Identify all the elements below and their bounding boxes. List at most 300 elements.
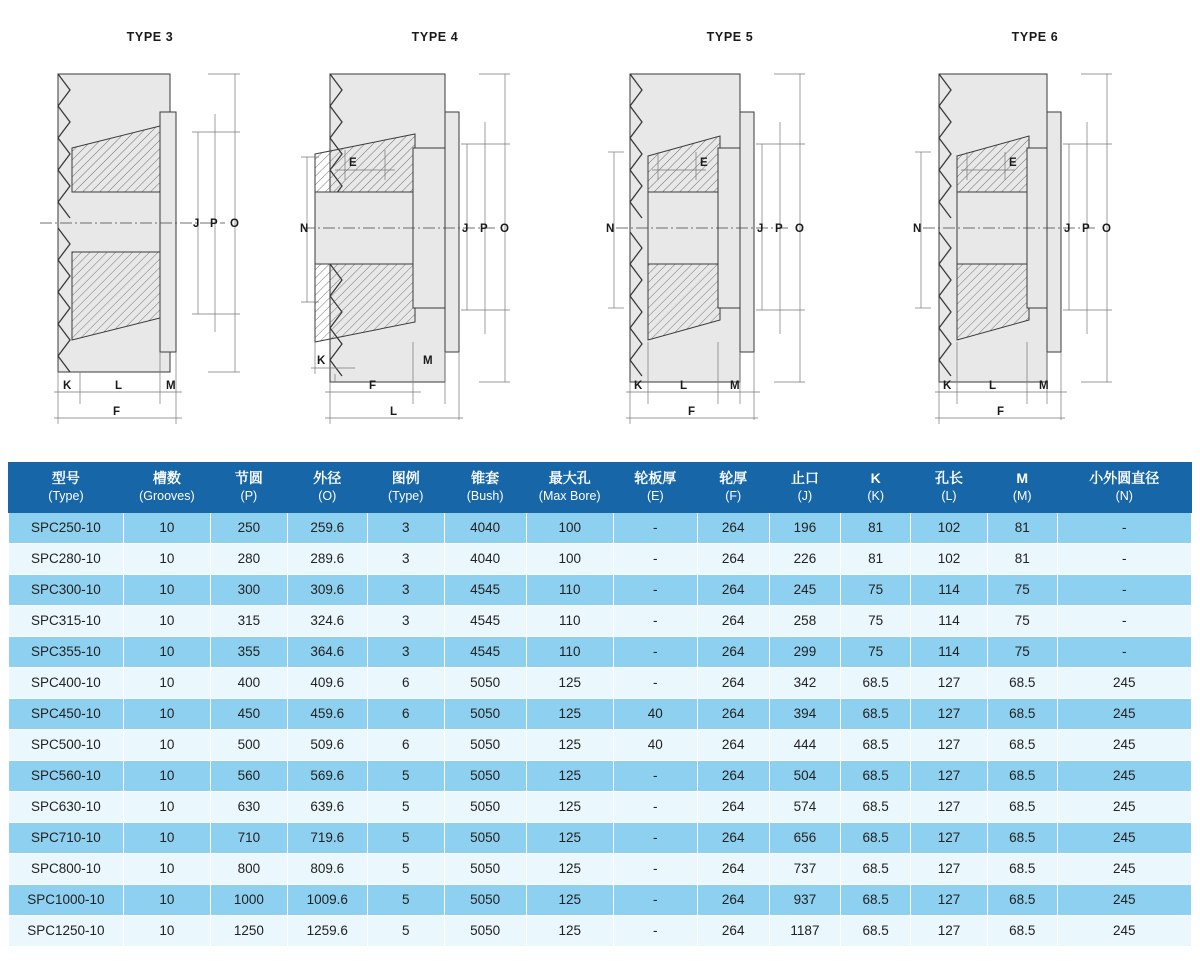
table-cell: 280 bbox=[210, 543, 287, 574]
column-header-3 bbox=[287, 463, 367, 513]
column-header-main: 孔长 bbox=[934, 470, 963, 486]
table-cell: - bbox=[613, 667, 697, 698]
table-cell: 110 bbox=[526, 605, 613, 636]
table-cell: 245 bbox=[1057, 884, 1191, 915]
table-cell: 737 bbox=[769, 853, 841, 884]
table-cell: 226 bbox=[769, 543, 841, 574]
dim-label-m: M bbox=[423, 355, 433, 367]
table-cell: 3 bbox=[367, 512, 444, 543]
table-cell: - bbox=[613, 884, 697, 915]
table-cell: 400 bbox=[210, 667, 287, 698]
column-header-sub: (K) bbox=[867, 488, 884, 503]
table-cell: 264 bbox=[697, 636, 769, 667]
table-cell: - bbox=[613, 512, 697, 543]
cell-model: SPC300-10 bbox=[9, 574, 124, 605]
table-cell: 6 bbox=[367, 698, 444, 729]
table-cell: 68.5 bbox=[987, 853, 1057, 884]
table-cell: 68.5 bbox=[987, 667, 1057, 698]
dim-label-l: L bbox=[989, 380, 997, 392]
dim-label-f: F bbox=[369, 380, 377, 392]
cell-model: SPC630-10 bbox=[9, 791, 124, 822]
column-header-7 bbox=[613, 463, 697, 513]
table-cell: 500 bbox=[210, 729, 287, 760]
table-cell: 10 bbox=[123, 512, 210, 543]
table-cell: 125 bbox=[526, 760, 613, 791]
table-row bbox=[9, 543, 1192, 574]
table-cell: 6 bbox=[367, 667, 444, 698]
cell-model: SPC280-10 bbox=[9, 543, 124, 574]
column-header-main: M bbox=[1016, 470, 1029, 486]
table-cell: 10 bbox=[123, 760, 210, 791]
dim-label-m: M bbox=[1039, 380, 1049, 392]
cell-model: SPC400-10 bbox=[9, 667, 124, 698]
table-row bbox=[9, 915, 1192, 946]
table-cell: 656 bbox=[769, 822, 841, 853]
column-header-sub: (O) bbox=[318, 488, 337, 503]
table-cell: 245 bbox=[769, 574, 841, 605]
column-header-main: 锥套 bbox=[471, 470, 500, 486]
dim-label-j: J bbox=[193, 218, 200, 230]
table-cell: 574 bbox=[769, 791, 841, 822]
table-cell: 68.5 bbox=[841, 791, 911, 822]
table-cell: 125 bbox=[526, 853, 613, 884]
table-cell: 264 bbox=[697, 791, 769, 822]
table-cell: 324.6 bbox=[287, 605, 367, 636]
cell-model: SPC450-10 bbox=[9, 698, 124, 729]
table-cell: 4040 bbox=[444, 512, 526, 543]
table-cell: 5050 bbox=[444, 791, 526, 822]
table-row bbox=[9, 636, 1192, 667]
table-cell: 10 bbox=[123, 884, 210, 915]
table-cell: 10 bbox=[123, 698, 210, 729]
table-cell: 102 bbox=[911, 543, 988, 574]
table-cell: 3 bbox=[367, 605, 444, 636]
table-cell: 68.5 bbox=[987, 884, 1057, 915]
table-cell: 114 bbox=[911, 636, 988, 667]
table-cell: 245 bbox=[1057, 729, 1191, 760]
dim-label-p: P bbox=[210, 218, 218, 230]
table-row bbox=[9, 605, 1192, 636]
table-cell: 4545 bbox=[444, 605, 526, 636]
table-cell: 81 bbox=[841, 543, 911, 574]
table-cell: - bbox=[613, 915, 697, 946]
table-cell: 309.6 bbox=[287, 574, 367, 605]
dim-label-p: P bbox=[1082, 223, 1090, 235]
table-cell: 68.5 bbox=[987, 791, 1057, 822]
table-cell: 1000 bbox=[210, 884, 287, 915]
table-row bbox=[9, 884, 1192, 915]
table-cell: 560 bbox=[210, 760, 287, 791]
column-header-sub: (Grooves) bbox=[139, 488, 195, 503]
table-cell: 127 bbox=[911, 698, 988, 729]
table-cell: 6 bbox=[367, 729, 444, 760]
dim-label-o: O bbox=[500, 223, 509, 235]
column-header-1 bbox=[123, 463, 210, 513]
dim-label-l: L bbox=[390, 406, 398, 418]
column-header-sub: (Bush) bbox=[466, 488, 504, 503]
table-cell: 10 bbox=[123, 605, 210, 636]
table-cell: 10 bbox=[123, 574, 210, 605]
pulley-drawing-type-6 bbox=[895, 52, 1175, 442]
diagram-gallery bbox=[0, 0, 1200, 455]
column-header-main: 外径 bbox=[313, 470, 342, 486]
pulley-drawing-type-5 bbox=[590, 52, 870, 442]
spec-table-body bbox=[9, 512, 1192, 946]
table-cell: 75 bbox=[987, 605, 1057, 636]
table-cell: 800 bbox=[210, 853, 287, 884]
diagram-type-6 bbox=[895, 0, 1175, 450]
table-cell: 127 bbox=[911, 791, 988, 822]
table-cell: 4545 bbox=[444, 574, 526, 605]
table-cell: 75 bbox=[841, 574, 911, 605]
table-cell: 245 bbox=[1057, 698, 1191, 729]
table-cell: 68.5 bbox=[841, 760, 911, 791]
table-cell: 809.6 bbox=[287, 853, 367, 884]
table-cell: - bbox=[613, 853, 697, 884]
table-cell: 125 bbox=[526, 791, 613, 822]
table-cell: 264 bbox=[697, 884, 769, 915]
table-cell: 68.5 bbox=[841, 822, 911, 853]
column-header-main: 止口 bbox=[790, 470, 819, 486]
table-cell: 1187 bbox=[769, 915, 841, 946]
table-cell: 245 bbox=[1057, 822, 1191, 853]
table-row bbox=[9, 667, 1192, 698]
table-cell: 68.5 bbox=[841, 853, 911, 884]
table-cell: 264 bbox=[697, 605, 769, 636]
table-cell: - bbox=[613, 636, 697, 667]
table-cell: 719.6 bbox=[287, 822, 367, 853]
table-cell: 10 bbox=[123, 667, 210, 698]
table-cell: 127 bbox=[911, 884, 988, 915]
table-cell: 75 bbox=[987, 574, 1057, 605]
table-cell: - bbox=[613, 574, 697, 605]
table-cell: 68.5 bbox=[841, 698, 911, 729]
column-header-sub: (M) bbox=[1012, 488, 1032, 503]
column-header-0 bbox=[9, 463, 124, 513]
table-cell: - bbox=[1057, 636, 1191, 667]
table-cell: 264 bbox=[697, 574, 769, 605]
dim-label-n: N bbox=[300, 223, 309, 235]
column-header-main: 轮厚 bbox=[719, 470, 748, 486]
table-cell: 444 bbox=[769, 729, 841, 760]
dim-label-j: J bbox=[462, 223, 469, 235]
table-cell: 10 bbox=[123, 791, 210, 822]
column-header-6 bbox=[526, 463, 613, 513]
table-cell: - bbox=[613, 791, 697, 822]
diagram-title: TYPE 6 bbox=[1011, 30, 1059, 44]
diagram-type-4 bbox=[295, 0, 575, 450]
table-cell: 264 bbox=[697, 543, 769, 574]
cell-model: SPC1250-10 bbox=[9, 915, 124, 946]
cell-model: SPC1000-10 bbox=[9, 884, 124, 915]
spec-table-container bbox=[8, 462, 1192, 947]
dim-label-m: M bbox=[730, 380, 740, 392]
table-cell: 10 bbox=[123, 915, 210, 946]
diagram-title: TYPE 5 bbox=[706, 30, 754, 44]
table-cell: 5050 bbox=[444, 822, 526, 853]
dim-label-e: E bbox=[349, 157, 357, 169]
table-cell: 68.5 bbox=[841, 729, 911, 760]
table-cell: 68.5 bbox=[987, 915, 1057, 946]
dim-label-f: F bbox=[997, 406, 1005, 418]
dim-label-m: M bbox=[166, 380, 176, 392]
table-cell: 315 bbox=[210, 605, 287, 636]
table-cell: - bbox=[1057, 543, 1191, 574]
table-cell: 299 bbox=[769, 636, 841, 667]
table-cell: 5050 bbox=[444, 884, 526, 915]
table-cell: 5050 bbox=[444, 915, 526, 946]
table-cell: 3 bbox=[367, 574, 444, 605]
table-cell: 245 bbox=[1057, 915, 1191, 946]
table-cell: 125 bbox=[526, 822, 613, 853]
column-header-sub: (P) bbox=[240, 488, 258, 503]
cell-model: SPC355-10 bbox=[9, 636, 124, 667]
dim-label-e: E bbox=[700, 157, 708, 169]
column-header-main: 最大孔 bbox=[548, 470, 591, 486]
table-cell: 10 bbox=[123, 543, 210, 574]
dim-label-n: N bbox=[606, 223, 615, 235]
pulley-drawing-type-4 bbox=[295, 52, 575, 442]
table-cell: 100 bbox=[526, 543, 613, 574]
table-cell: 5 bbox=[367, 884, 444, 915]
table-cell: 68.5 bbox=[841, 915, 911, 946]
column-header-main: 槽数 bbox=[152, 470, 181, 486]
table-cell: 125 bbox=[526, 667, 613, 698]
table-row bbox=[9, 822, 1192, 853]
dim-label-l: L bbox=[680, 380, 688, 392]
table-row bbox=[9, 853, 1192, 884]
table-cell: 710 bbox=[210, 822, 287, 853]
dim-label-n: N bbox=[913, 223, 922, 235]
table-cell: 10 bbox=[123, 853, 210, 884]
table-cell: 364.6 bbox=[287, 636, 367, 667]
table-cell: 630 bbox=[210, 791, 287, 822]
table-cell: 245 bbox=[1057, 667, 1191, 698]
table-cell: 259.6 bbox=[287, 512, 367, 543]
table-cell: - bbox=[613, 543, 697, 574]
column-header-sub: (E) bbox=[646, 488, 664, 503]
table-cell: 10 bbox=[123, 822, 210, 853]
table-cell: 10 bbox=[123, 636, 210, 667]
table-cell: 3 bbox=[367, 636, 444, 667]
table-cell: 639.6 bbox=[287, 791, 367, 822]
table-cell: 504 bbox=[769, 760, 841, 791]
table-cell: 40 bbox=[613, 729, 697, 760]
column-header-main: 轮板厚 bbox=[634, 470, 677, 486]
table-cell: 4040 bbox=[444, 543, 526, 574]
diagram-type-3 bbox=[10, 0, 290, 450]
cell-model: SPC250-10 bbox=[9, 512, 124, 543]
column-header-9 bbox=[769, 463, 841, 513]
column-header-main: 节圆 bbox=[234, 470, 263, 486]
table-cell: 81 bbox=[987, 543, 1057, 574]
table-cell: 459.6 bbox=[287, 698, 367, 729]
table-row bbox=[9, 698, 1192, 729]
table-cell: 300 bbox=[210, 574, 287, 605]
table-cell: - bbox=[1057, 512, 1191, 543]
table-cell: 355 bbox=[210, 636, 287, 667]
table-cell: 509.6 bbox=[287, 729, 367, 760]
column-header-sub: (N) bbox=[1115, 488, 1133, 503]
table-cell: 75 bbox=[987, 636, 1057, 667]
table-cell: 937 bbox=[769, 884, 841, 915]
column-header-4 bbox=[367, 463, 444, 513]
cell-model: SPC710-10 bbox=[9, 822, 124, 853]
table-cell: 10 bbox=[123, 729, 210, 760]
column-header-main: K bbox=[870, 470, 881, 486]
table-cell: 245 bbox=[1057, 853, 1191, 884]
table-cell: - bbox=[613, 760, 697, 791]
table-row bbox=[9, 791, 1192, 822]
table-cell: 127 bbox=[911, 760, 988, 791]
table-cell: 1259.6 bbox=[287, 915, 367, 946]
table-cell: 125 bbox=[526, 884, 613, 915]
table-cell: 127 bbox=[911, 853, 988, 884]
table-cell: 1009.6 bbox=[287, 884, 367, 915]
table-cell: 5050 bbox=[444, 698, 526, 729]
table-cell: 125 bbox=[526, 729, 613, 760]
table-cell: 5050 bbox=[444, 853, 526, 884]
table-cell: 264 bbox=[697, 760, 769, 791]
table-cell: - bbox=[613, 605, 697, 636]
table-cell: 196 bbox=[769, 512, 841, 543]
table-cell: 450 bbox=[210, 698, 287, 729]
dim-label-o: O bbox=[230, 218, 239, 230]
dim-label-k: K bbox=[63, 380, 72, 392]
table-cell: 127 bbox=[911, 729, 988, 760]
diagram-title: TYPE 3 bbox=[126, 30, 174, 44]
column-header-sub: (Type) bbox=[387, 488, 424, 503]
dim-label-f: F bbox=[688, 406, 696, 418]
column-header-10 bbox=[841, 463, 911, 513]
table-cell: 264 bbox=[697, 667, 769, 698]
table-cell: 258 bbox=[769, 605, 841, 636]
table-cell: 264 bbox=[697, 512, 769, 543]
table-cell: 68.5 bbox=[987, 760, 1057, 791]
table-cell: - bbox=[613, 822, 697, 853]
column-header-sub: (L) bbox=[941, 488, 957, 503]
dim-label-j: J bbox=[1064, 223, 1071, 235]
dim-label-j: J bbox=[757, 223, 764, 235]
table-cell: 68.5 bbox=[841, 667, 911, 698]
spec-table bbox=[8, 462, 1192, 947]
dim-label-o: O bbox=[1102, 223, 1111, 235]
dim-label-e: E bbox=[1009, 157, 1017, 169]
table-cell: 4545 bbox=[444, 636, 526, 667]
column-header-main: 小外圆直径 bbox=[1089, 470, 1160, 486]
table-cell: 68.5 bbox=[987, 729, 1057, 760]
table-cell: 264 bbox=[697, 822, 769, 853]
column-header-5 bbox=[444, 463, 526, 513]
spec-table-head bbox=[9, 463, 1192, 513]
table-cell: 68.5 bbox=[987, 698, 1057, 729]
dim-label-k: K bbox=[317, 355, 326, 367]
table-cell: - bbox=[1057, 605, 1191, 636]
table-cell: 245 bbox=[1057, 760, 1191, 791]
column-header-13 bbox=[1057, 463, 1191, 513]
table-row bbox=[9, 574, 1192, 605]
table-cell: 5 bbox=[367, 915, 444, 946]
table-cell: 114 bbox=[911, 574, 988, 605]
column-header-main: 型号 bbox=[51, 470, 80, 486]
table-cell: 5050 bbox=[444, 729, 526, 760]
table-cell: 5050 bbox=[444, 667, 526, 698]
table-cell: 569.6 bbox=[287, 760, 367, 791]
table-cell: 5050 bbox=[444, 760, 526, 791]
table-row bbox=[9, 512, 1192, 543]
cell-model: SPC560-10 bbox=[9, 760, 124, 791]
table-cell: 342 bbox=[769, 667, 841, 698]
table-cell: 127 bbox=[911, 915, 988, 946]
table-cell: 250 bbox=[210, 512, 287, 543]
table-cell: 81 bbox=[987, 512, 1057, 543]
dim-label-l: L bbox=[115, 380, 123, 392]
pulley-drawing-type-3 bbox=[10, 52, 290, 442]
table-cell: 68.5 bbox=[987, 822, 1057, 853]
table-cell: - bbox=[1057, 574, 1191, 605]
dim-label-o: O bbox=[795, 223, 804, 235]
table-cell: 264 bbox=[697, 698, 769, 729]
column-header-2 bbox=[210, 463, 287, 513]
table-cell: 40 bbox=[613, 698, 697, 729]
cell-model: SPC500-10 bbox=[9, 729, 124, 760]
table-cell: 125 bbox=[526, 698, 613, 729]
table-cell: 264 bbox=[697, 853, 769, 884]
table-cell: 75 bbox=[841, 636, 911, 667]
table-cell: 264 bbox=[697, 915, 769, 946]
column-header-8 bbox=[697, 463, 769, 513]
spec-table-header-row bbox=[9, 463, 1192, 513]
table-cell: 5 bbox=[367, 760, 444, 791]
table-row bbox=[9, 729, 1192, 760]
table-row bbox=[9, 760, 1192, 791]
table-cell: 81 bbox=[841, 512, 911, 543]
table-cell: 125 bbox=[526, 915, 613, 946]
column-header-sub: (F) bbox=[725, 488, 742, 503]
column-header-sub: (Max Bore) bbox=[538, 488, 601, 503]
table-cell: 245 bbox=[1057, 791, 1191, 822]
table-cell: 5 bbox=[367, 822, 444, 853]
diagram-title: TYPE 4 bbox=[411, 30, 459, 44]
table-cell: 100 bbox=[526, 512, 613, 543]
column-header-12 bbox=[987, 463, 1057, 513]
cell-model: SPC800-10 bbox=[9, 853, 124, 884]
table-cell: 110 bbox=[526, 574, 613, 605]
table-cell: 5 bbox=[367, 791, 444, 822]
table-cell: 102 bbox=[911, 512, 988, 543]
table-cell: 127 bbox=[911, 822, 988, 853]
table-cell: 75 bbox=[841, 605, 911, 636]
table-cell: 409.6 bbox=[287, 667, 367, 698]
column-header-main: 图例 bbox=[391, 470, 420, 486]
dim-label-k: K bbox=[634, 380, 643, 392]
table-cell: 68.5 bbox=[841, 884, 911, 915]
table-cell: 394 bbox=[769, 698, 841, 729]
diagram-type-5 bbox=[590, 0, 870, 450]
table-cell: 127 bbox=[911, 667, 988, 698]
table-cell: 5 bbox=[367, 853, 444, 884]
table-cell: 3 bbox=[367, 543, 444, 574]
column-header-sub: (J) bbox=[797, 488, 813, 503]
table-cell: 114 bbox=[911, 605, 988, 636]
dim-label-f: F bbox=[113, 406, 121, 418]
table-cell: 264 bbox=[697, 729, 769, 760]
dim-label-p: P bbox=[480, 223, 488, 235]
table-cell: 1250 bbox=[210, 915, 287, 946]
column-header-11 bbox=[911, 463, 988, 513]
dim-label-k: K bbox=[943, 380, 952, 392]
dim-label-p: P bbox=[775, 223, 783, 235]
